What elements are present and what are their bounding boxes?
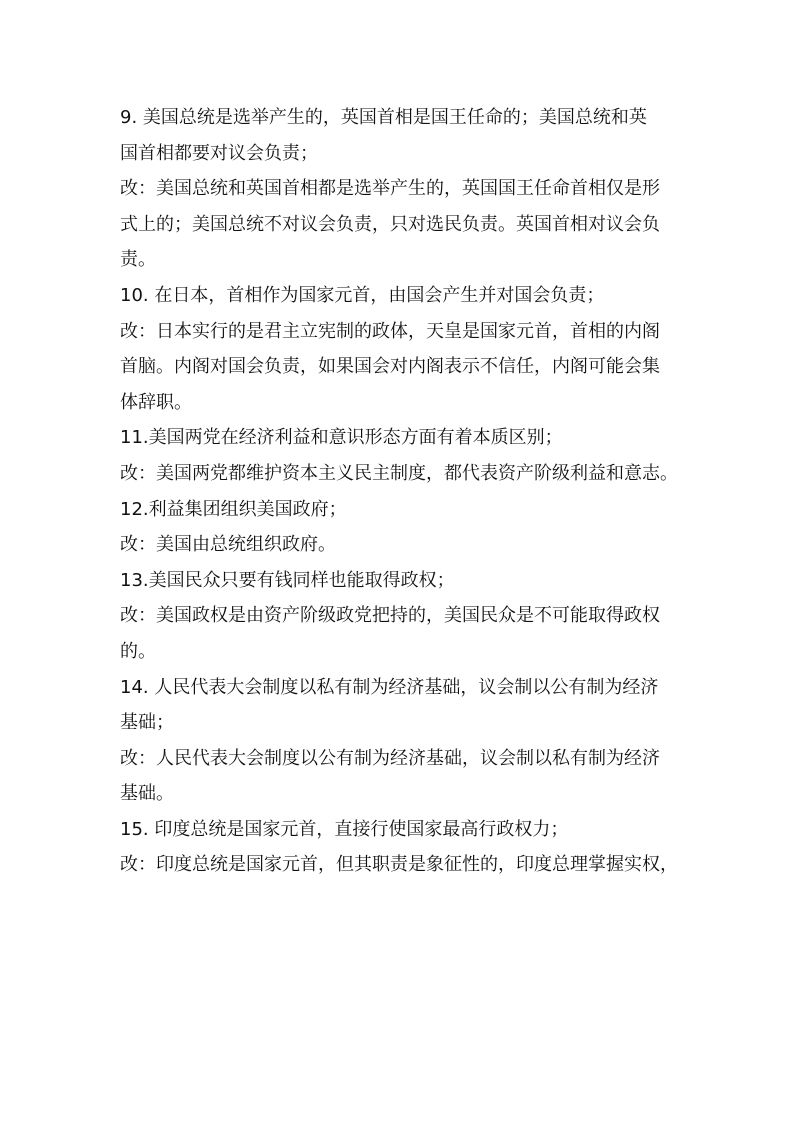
document-body: [120, 100, 680, 883]
correction-item-10: [120, 314, 680, 421]
text-line: 国首相都要对议会负责；: [120, 142, 318, 164]
text-line: 10. 在日本，首相作为国家元首，由国会产生并对国会负责；: [120, 284, 605, 306]
text-line: 13.美国民众只要有钱同样也能取得政权；: [120, 569, 455, 591]
text-line: 首脑。内阁对国会负责，如果国会对内阁表示不信任，内阁可能会集: [120, 356, 660, 378]
text-line: 改：日本实行的是君主立宪制的政体，天皇是国家元首，首相的内阁: [120, 320, 660, 342]
text-line: 11.美国两党在经济利益和意识形态方面有着本质区别；: [120, 427, 563, 449]
question-item-13: [120, 563, 680, 599]
text-line: 改：印度总统是国家元首，但其职责是象征性的，印度总理掌握实权，: [120, 854, 678, 876]
question-item-9: [120, 100, 680, 171]
text-line: 责。: [120, 249, 156, 271]
question-item-14: [120, 670, 680, 741]
text-line: 15. 印度总统是国家元首，直接行使国家最高行政权力；: [120, 818, 569, 840]
correction-item-13: [120, 598, 680, 669]
question-item-15: [120, 812, 680, 848]
text-line: 改：美国总统和英国首相都是选举产生的，英国国王任命首相仅是形: [120, 178, 660, 200]
text-line: 改：美国由总统组织政府。: [120, 534, 336, 556]
text-line: 改：美国政权是由资产阶级政党把持的，美国民众是不可能取得政权: [120, 605, 660, 627]
text-line: 的。: [120, 640, 156, 662]
correction-item-15: [120, 847, 680, 883]
text-line: 基础；: [120, 712, 174, 734]
text-line: 体辞职。: [120, 391, 192, 413]
correction-item-11: [120, 456, 680, 492]
text-line: 9. 美国总统是选举产生的，英国首相是国王任命的；美国总统和英: [120, 107, 647, 128]
question-item-10: [120, 278, 680, 314]
correction-item-14: [120, 741, 680, 812]
text-line: 式上的；美国总统不对议会负责，只对选民负责。英国首相对议会负: [120, 213, 660, 235]
text-line: 改：美国两党都维护资本主义民主制度，都代表资产阶级利益和意志。: [120, 462, 678, 484]
question-item-11: [120, 420, 680, 456]
correction-item-9: [120, 171, 680, 278]
question-item-12: [120, 492, 680, 528]
text-line: 基础。: [120, 783, 174, 805]
text-line: 12.利益集团组织美国政府；: [120, 498, 347, 520]
correction-item-12: [120, 527, 680, 563]
text-line: 改：人民代表大会制度以公有制为经济基础，议会制以私有制为经济: [120, 747, 660, 769]
text-line: 14. 人民代表大会制度以私有制为经济基础，议会制以公有制为经济: [120, 676, 659, 698]
